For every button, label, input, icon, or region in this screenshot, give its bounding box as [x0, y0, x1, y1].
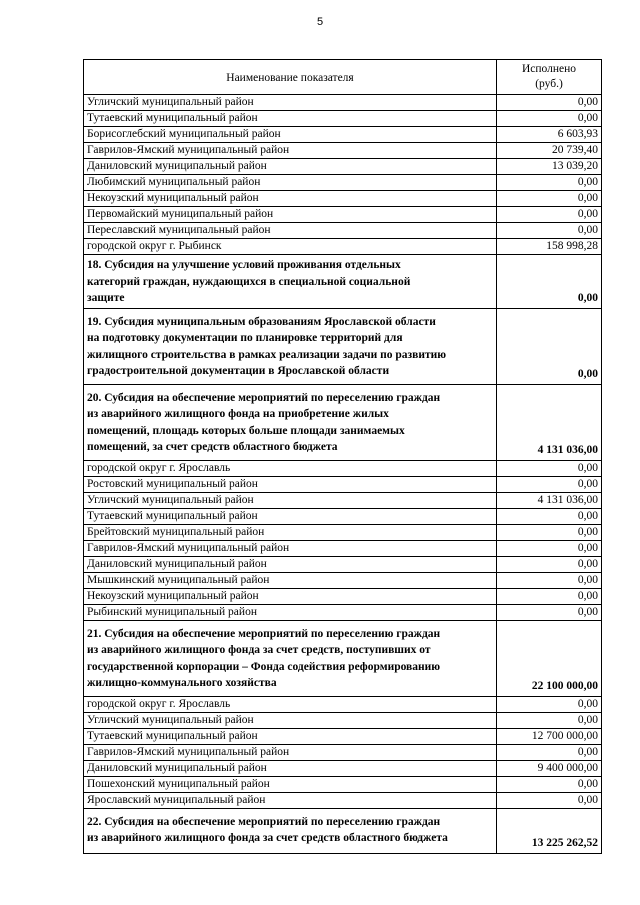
- row-name: Гаврилов-Ямский муниципальный район: [84, 540, 497, 556]
- row-name: городской округ г. Рыбинск: [84, 239, 497, 255]
- indicators-table: [83, 59, 602, 854]
- row-name: Брейтовский муниципальный район: [84, 524, 497, 540]
- section-row-19: [84, 308, 602, 384]
- section-title-line: государственной корпорации – Фонда содействия реформированию: [87, 660, 441, 673]
- row-name: Угличский муниципальный район: [84, 712, 497, 728]
- table-row: [84, 476, 602, 492]
- section-title-line: 20. Субсидия на обеспечение мероприятий по переселению граждан: [87, 391, 441, 404]
- table-row: [84, 760, 602, 776]
- row-value: 0,00: [497, 175, 602, 191]
- section-row-22: [84, 808, 602, 853]
- section-value-21: 22 100 000,00: [497, 620, 602, 696]
- section-value-19: 0,00: [497, 308, 602, 384]
- section-title-20: [84, 384, 497, 460]
- row-value: 0,00: [497, 524, 602, 540]
- table-row: [84, 223, 602, 239]
- table-row: [84, 127, 602, 143]
- row-value: 0,00: [497, 604, 602, 620]
- row-name: Тутаевский муниципальный район: [84, 508, 497, 524]
- table-row: [84, 792, 602, 808]
- row-name: Угличский муниципальный район: [84, 492, 497, 508]
- row-name: Тутаевский муниципальный район: [84, 728, 497, 744]
- table-row: [84, 159, 602, 175]
- section-title-line: из аварийного жилищного фонда за счет средств, поступивших от: [87, 644, 431, 656]
- section-title-22: [84, 808, 497, 853]
- table-row: [84, 588, 602, 604]
- row-value: 0,00: [497, 460, 602, 476]
- row-name: Гаврилов-Ямский муниципальный район: [84, 744, 497, 760]
- section-title-18: [84, 255, 497, 309]
- row-value: 13 039,20: [497, 159, 602, 175]
- row-value: 0,00: [497, 223, 602, 239]
- section-title-line: помещений, площадь которых больше площади занимаемых: [87, 424, 405, 437]
- section-title-line: защите: [87, 292, 125, 304]
- row-name: городской округ г. Ярославль: [84, 460, 497, 476]
- column-header-value-line2: (руб.): [535, 78, 563, 90]
- section-row-18: [84, 255, 602, 309]
- table-row: [84, 207, 602, 223]
- row-value: 158 998,28: [497, 239, 602, 255]
- table-row: [84, 776, 602, 792]
- row-value: 20 739,40: [497, 143, 602, 159]
- section-title-line: 18. Субсидия на улучшение условий проживания отдельных: [87, 259, 401, 271]
- section-title-line: 19. Субсидия муниципальным образованиям Ярославской области: [87, 315, 436, 328]
- row-name: городской округ г. Ярославль: [84, 696, 497, 712]
- row-name: Ростовский муниципальный район: [84, 476, 497, 492]
- row-name: Угличский муниципальный район: [84, 95, 497, 111]
- row-name: Борисоглебский муниципальный район: [84, 127, 497, 143]
- table-row: [84, 696, 602, 712]
- table-row: [84, 95, 602, 111]
- table-row: [84, 508, 602, 524]
- section-value-20: 4 131 036,00: [497, 384, 602, 460]
- section-title-21: [84, 620, 497, 696]
- row-name: Мышкинский муниципальный район: [84, 572, 497, 588]
- row-value: 9 400 000,00: [497, 760, 602, 776]
- table-row: [84, 712, 602, 728]
- row-name: Гаврилов-Ямский муниципальный район: [84, 143, 497, 159]
- table-row: [84, 744, 602, 760]
- table-row: [84, 524, 602, 540]
- table-row: [84, 728, 602, 744]
- row-name: Тутаевский муниципальный район: [84, 111, 497, 127]
- row-value: 0,00: [497, 508, 602, 524]
- row-value: 12 700 000,00: [497, 728, 602, 744]
- row-name: Переславский муниципальный район: [84, 223, 497, 239]
- row-value: 0,00: [497, 556, 602, 572]
- row-value: 0,00: [497, 191, 602, 207]
- page-number: 5: [316, 16, 324, 28]
- section-title-line: из аварийного жилищного фонда за счет средств областного бюджета: [87, 832, 448, 844]
- section-row-21: [84, 620, 602, 696]
- section-title-line: помещений, за счет средств областного бюджета: [87, 441, 338, 453]
- row-value: 0,00: [497, 776, 602, 792]
- section-title-line: 22. Субсидия на обеспечение мероприятий по переселению граждан: [87, 815, 441, 828]
- row-name: Пошехонский муниципальный район: [84, 776, 497, 792]
- row-value: 0,00: [497, 95, 602, 111]
- row-value: 0,00: [497, 712, 602, 728]
- row-name: Некоузский муниципальный район: [84, 588, 497, 604]
- row-name: Некоузский муниципальный район: [84, 191, 497, 207]
- table-row: [84, 111, 602, 127]
- row-value: 0,00: [497, 792, 602, 808]
- section-title-line: жилищного строительства в рамках реализации задачи по развитию: [87, 348, 447, 361]
- row-name: Даниловский муниципальный район: [84, 760, 497, 776]
- column-header-name: Наименование показателя: [84, 60, 497, 95]
- section-title-line: градостроительной документации в Ярославской области: [87, 365, 390, 377]
- row-value: 0,00: [497, 111, 602, 127]
- column-header-value-line1: Исполнено: [521, 63, 577, 75]
- table-row: [84, 572, 602, 588]
- row-name: Первомайский муниципальный район: [84, 207, 497, 223]
- row-value: 0,00: [497, 588, 602, 604]
- table-row: [84, 540, 602, 556]
- section-row-20: [84, 384, 602, 460]
- row-value: 0,00: [497, 540, 602, 556]
- section-title-line: на подготовку документации по планировке территорий для: [87, 332, 403, 344]
- section-title-line: из аварийного жилищного фонда на приобретение жилых: [87, 408, 389, 420]
- row-name: Даниловский муниципальный район: [84, 159, 497, 175]
- section-title-19: [84, 308, 497, 384]
- table-header-row: [84, 60, 602, 95]
- section-title-line: жилищно-коммунального хозяйства: [87, 677, 277, 689]
- row-name: Даниловский муниципальный район: [84, 556, 497, 572]
- table-row: [84, 492, 602, 508]
- table-row: [84, 239, 602, 255]
- row-value: 4 131 036,00: [497, 492, 602, 508]
- row-value: 0,00: [497, 476, 602, 492]
- section-title-line: категорий граждан, нуждающихся в специальной социальной: [87, 275, 411, 288]
- table-row: [84, 175, 602, 191]
- table-body: [84, 95, 602, 854]
- table-row: [84, 604, 602, 620]
- row-value: 0,00: [497, 696, 602, 712]
- row-value: 0,00: [497, 744, 602, 760]
- column-header-value: [497, 60, 602, 95]
- row-value: 0,00: [497, 572, 602, 588]
- section-title-line: 21. Субсидия на обеспечение мероприятий по переселению граждан: [87, 627, 441, 640]
- table-row: [84, 556, 602, 572]
- table-row: [84, 460, 602, 476]
- row-value: 6 603,93: [497, 127, 602, 143]
- row-name: Рыбинский муниципальный район: [84, 604, 497, 620]
- row-value: 0,00: [497, 207, 602, 223]
- row-name: Ярославский муниципальный район: [84, 792, 497, 808]
- table-row: [84, 143, 602, 159]
- section-value-18: 0,00: [497, 255, 602, 309]
- table-row: [84, 191, 602, 207]
- section-value-22: 13 225 262,52: [497, 808, 602, 853]
- row-name: Любимский муниципальный район: [84, 175, 497, 191]
